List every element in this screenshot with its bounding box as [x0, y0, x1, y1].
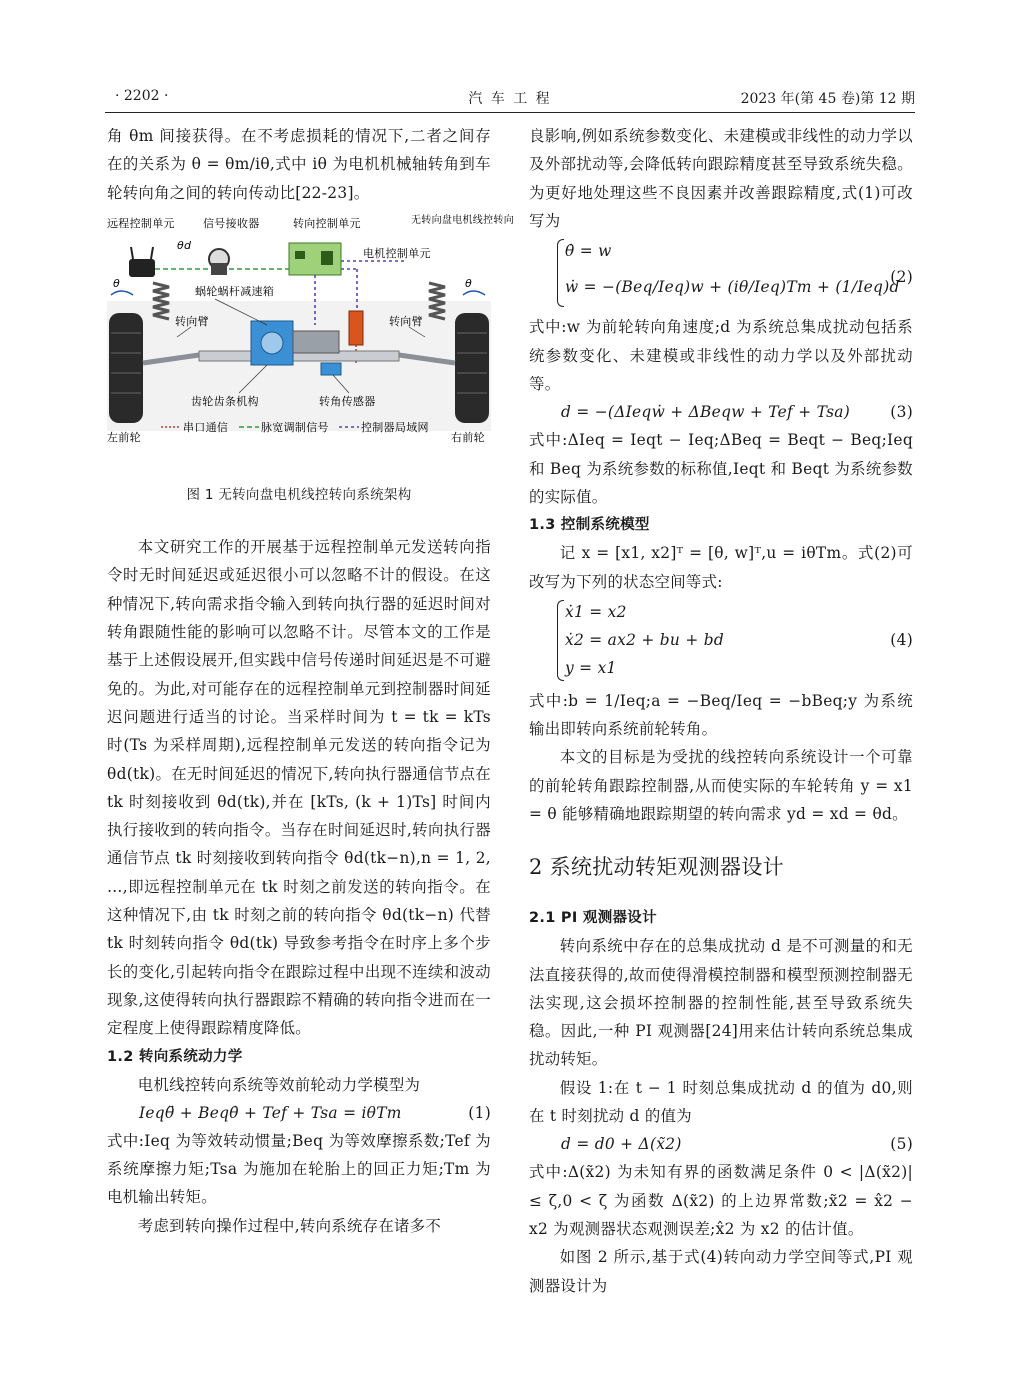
equation-1: [107, 1099, 491, 1127]
paragraph: 良影响,例如系统参数变化、未建模或非线性的动力学以及外部扰动等,会降低转向跟踪精度甚至导致系统失稳。为更好地处理这些不良因素并改善跟踪精度,式(1)可改写为: [529, 127, 913, 230]
section-heading-2: 2 系统扰动转矩观测器设计: [529, 855, 784, 880]
equation-5-number: (5): [890, 1135, 913, 1154]
equation-2-line-2: ẇ = −(Beq/Ieq)w + (iθ/Ieq)Tm + (1/Ieq)d: [565, 278, 900, 297]
equation-4-line-1: ẋ1 = x2: [565, 602, 627, 621]
label-theta-d: θd: [177, 238, 192, 252]
label-rack: 齿轮齿条机构: [191, 394, 259, 408]
label-receiver: 信号接收器: [203, 216, 260, 230]
paragraph: 式中:b = 1/Ieq;a = −Beq/Ieq = −bBeq;y 为系统输出即转向系统前轮转角。: [529, 691, 913, 739]
equation-1-number: (1): [468, 1103, 491, 1122]
equation-3: [529, 398, 913, 426]
equation-4-line-3: y = x1: [565, 659, 617, 678]
label-sensor: 转角传感器: [319, 394, 376, 408]
legend-pwm: 脉宽调制信号: [261, 420, 329, 434]
section-heading-2-1: 2.1 PI 观测器设计: [529, 910, 657, 927]
left-wheel-icon: [109, 313, 143, 423]
figure-diagram: [107, 213, 514, 461]
paragraph: 本文研究工作的开展基于远程控制单元发送转向指令时无时间延迟或延迟很小可以忽略不计的假设。在这种情况下,转向需求指令输入到转向执行器的延迟时间对转角跟随性能的影响可以忽略不计。尽管本文的工作是基于上述假设展开,但实践中信号传递时间延迟是不可避免的。为此,对可能存在的远程控制单元到控制器时间延迟问题进行适当的讨论。当采样时间为 t = tk = kTs 时(Ts 为采样周期),远程控制单元发送的转向指令记为 θd(tk)。在无时间延迟的情况下,转向执行器通信节点在 tk 时刻接收到 θd(tk),并在 [kTs, (k + 1)Ts] 时间内执行接收到的转向指令。当存在时间延迟时,转向执行器通信节点 tk 时刻接收到转向指令 θd(tk−n),n = 1, 2, …,即远程控制单元在 tk 时刻之前发送的转向指令。在这种情况下,由 tk 时刻之前的转向指令 θd(tk−n) 代替 tk 时刻转向指令 θd(tk) 导致参考指令在时序上多个步长的变化,引起转向指令在跟踪过程中出现不连续和波动现象,这使得转向执行器跟踪不精确的转向指令进而在一定程度上使得跟踪精度降低。: [107, 538, 491, 1038]
paragraph: 式中:Δ(x̃2) 为未知有界的函数满足条件 0 < |Δ(x̃2)| ≤ ζ,0 < ζ 为函数 Δ(x̃2) 的上边界常数;x̃2 = x̂2 − x2 为观测器状态观测误差;x̂2 为 x2 的估计值。: [529, 1163, 913, 1238]
issue-info: 2023 年(第 45 卷)第 12 期: [740, 91, 915, 107]
paragraph: 式中:ΔIeq = Ieqt − Ieq;ΔBeq = Beqt − Beq;Ieq 和 Beq 为系统参数的标称值,Ieqt 和 Beqt 为系统参数的实际值。: [529, 431, 913, 506]
steer-by-wire-diagram: [107, 213, 514, 461]
paragraph: 记 x = [x1, x2]ᵀ = [θ, w]ᵀ,u = iθTm。式(2)可改写为下列的状态空间等式:: [529, 544, 913, 591]
right-rotation-arrow-icon: [463, 291, 485, 295]
equation-3-number: (3): [890, 403, 913, 422]
label-wheel-right: 右前轮: [451, 430, 485, 444]
left-rotation-arrow-icon: [111, 291, 133, 295]
equation-1-body: Ieqθ̈ + Beqθ̇ + Tef + Tsa = iθTm: [139, 1103, 402, 1122]
paragraph: 式中:w 为前轮转向角速度;d 为系统总集成扰动包括系统参数变化、未建模或非线性的动力学以及外部扰动等。: [529, 318, 913, 394]
figure-1: [107, 213, 514, 509]
remote-unit-icon: [129, 259, 155, 277]
section-heading-1-2: 1.2 转向系统动力学: [107, 1048, 243, 1065]
figure-caption: 图 1 无转向盘电机线控转向系统架构: [186, 486, 412, 503]
label-arm-right: 转向臂: [389, 314, 423, 328]
equation-2-number: (2): [890, 268, 913, 287]
equation-4: [529, 598, 913, 683]
right-wheel-icon: [455, 313, 489, 423]
label-worm: 蜗轮蜗杆减速箱: [195, 284, 275, 298]
right-column: [529, 122, 913, 1300]
paragraph: 电机线控转向系统等效前轮动力学模型为: [137, 1075, 421, 1094]
paragraph: 本文的目标是为受扰的线控转向系统设计一个可靠的前轮转角跟踪控制器,从而使实际的车轮转角 y = x1 = θ 能够精确地跟踪期望的转向需求 yd = xd = θd。: [529, 748, 913, 823]
legend-can: 控制器局域网: [361, 420, 429, 434]
label-steer-ctrl: 转向控制单元: [293, 216, 361, 230]
equation-2-line-1: θ̇ = w: [565, 242, 612, 261]
label-remote: 远程控制单元: [107, 216, 175, 230]
equation-5-body: d = d0 + Δ(x̃2): [561, 1135, 682, 1154]
paragraph: 假设 1:在 t − 1 时刻总集成扰动 d 的值为 d0,则在 t 时刻扰动 d 的值为: [529, 1078, 913, 1126]
paragraph: 考虑到转向操作过程中,转向系统存在诸多不: [137, 1216, 442, 1235]
left-column: [107, 122, 514, 1240]
legend-serial: 串口通信: [183, 420, 229, 434]
motor-control-unit-icon: [349, 311, 363, 345]
paragraph: 角 θm 间接获得。在不考虑损耗的情况下,二者之间存在的关系为 θ = θm/iθ,式中 iθ 为电机机械轴转角到车轮转向角之间的转向传动比[22-23]。: [107, 127, 491, 202]
label-steer-motor: 无转向盘电机线控转向: [411, 214, 514, 226]
page-number: · 2202 ·: [115, 88, 169, 104]
angle-sensor-icon: [321, 363, 341, 375]
equation-4-number: (4): [890, 630, 913, 649]
journal-title: 汽 车 工 程: [468, 91, 552, 107]
label-arm-left: 转向臂: [175, 314, 209, 328]
paragraph: 如图 2 所示,基于式(4)转向动力学空间等式,PI 观测器设计为: [529, 1248, 913, 1295]
motor-icon: [293, 331, 339, 353]
header-rule: [105, 112, 915, 113]
label-motor-ctrl: 电机控制单元: [363, 246, 431, 260]
equation-5: [529, 1130, 913, 1158]
paragraph: 转向系统中存在的总集成扰动 d 是不可测量的和无法直接获得的,故而使得滑模控制器和模型预测控制器无法实现,这会损坏控制器的控制性能,甚至导致系统失稳。因此,一种 PI 观测器[24]用来估计转向系统总集成扰动转矩。: [529, 937, 913, 1069]
equation-4-line-2: ẋ2 = ax2 + bu + bd: [565, 631, 725, 650]
label-theta-left: θ: [113, 276, 121, 290]
paragraph: 式中:Ieq 为等效转动惯量;Beq 为等效摩擦系数;Tef 为系统摩擦力矩;Tsa 为施加在轮胎上的回正力矩;Tm 为电机输出转矩。: [107, 1131, 491, 1207]
label-theta-right: θ: [465, 276, 473, 290]
equation-2: [529, 237, 913, 309]
equation-3-body: d = −(ΔIeqẇ + ΔBeqw + Tef + Tsa): [561, 403, 851, 422]
section-heading-1-3: 1.3 控制系统模型: [529, 517, 650, 534]
label-wheel-left: 左前轮: [107, 430, 141, 444]
